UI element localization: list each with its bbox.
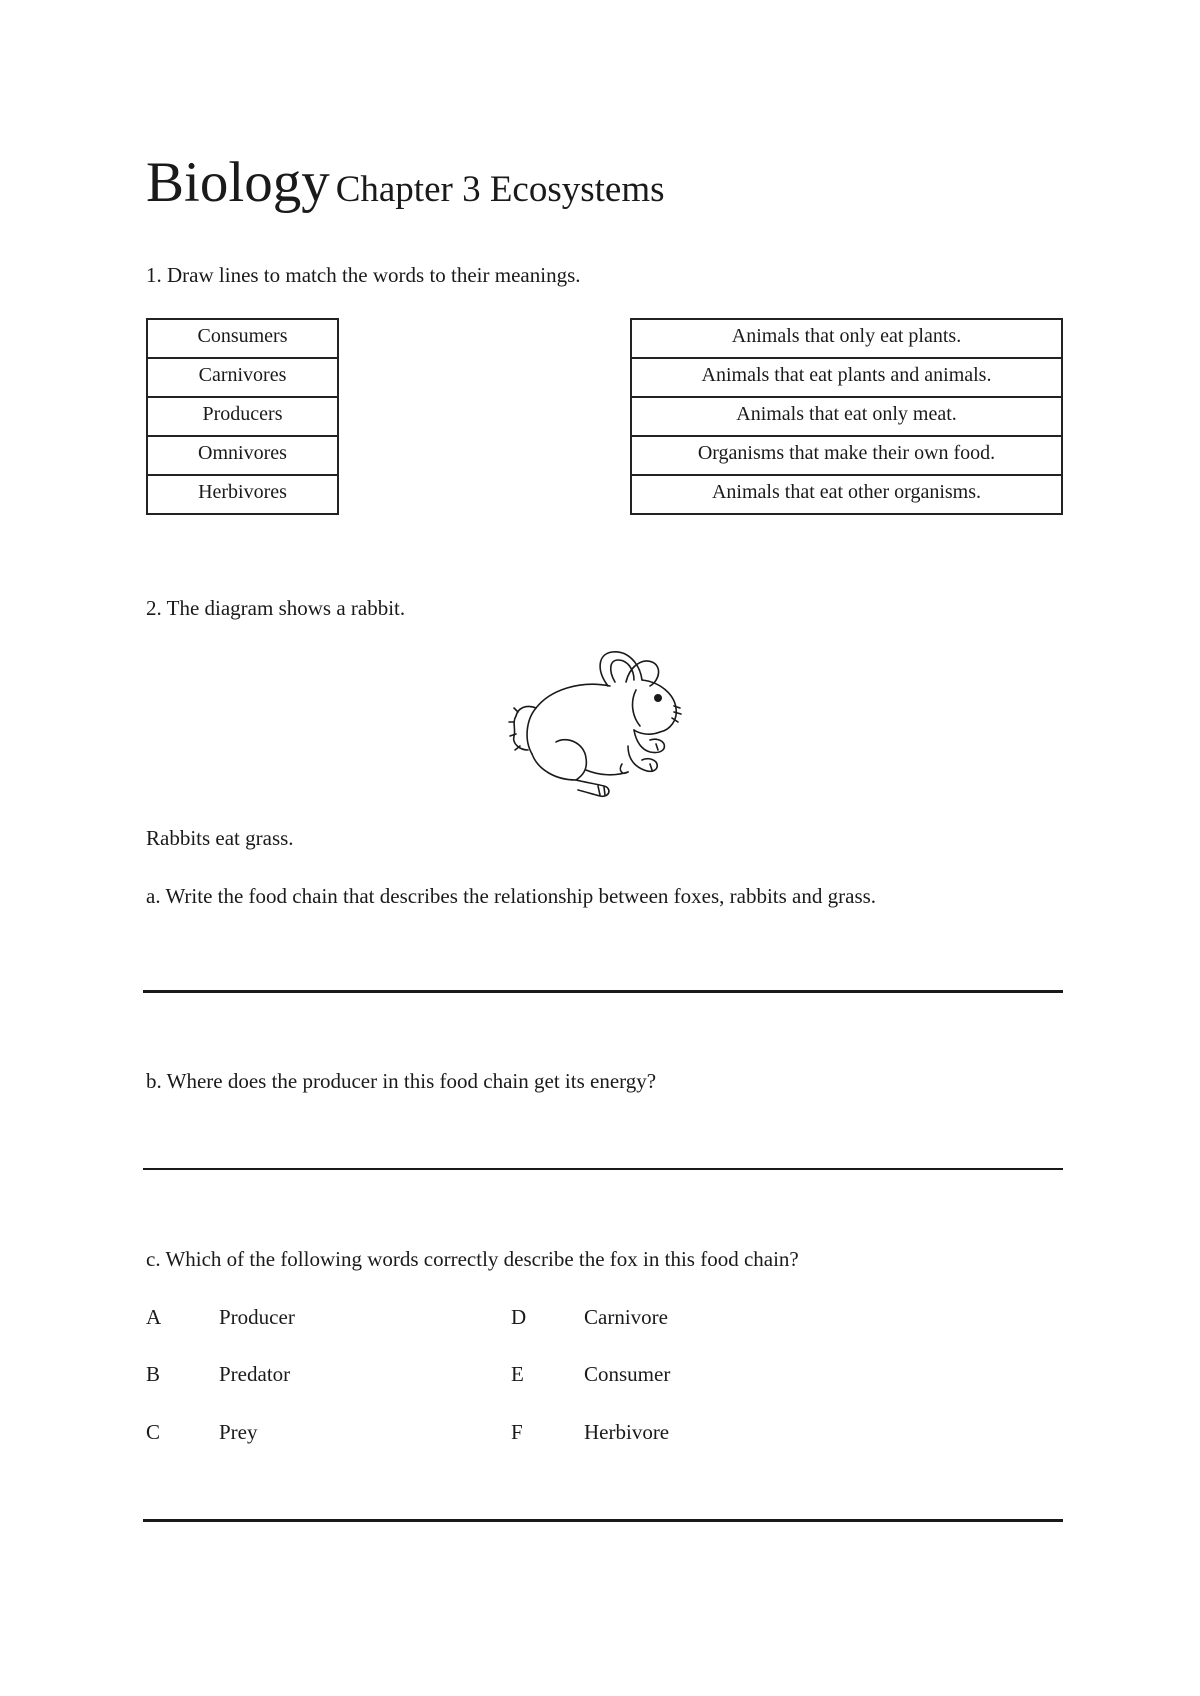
word-cell[interactable]: Producers <box>147 397 338 436</box>
rabbits-eat-grass-text: Rabbits eat grass. <box>146 826 294 850</box>
meaning-cell[interactable]: Animals that eat only meat. <box>631 397 1062 436</box>
chapter-title: Chapter 3 Ecosystems <box>335 169 665 210</box>
option-text: Predator <box>219 1362 291 1386</box>
option-text: Carnivore <box>584 1305 668 1329</box>
answer-line-b[interactable] <box>143 1168 1063 1170</box>
answer-line-a[interactable] <box>143 990 1063 993</box>
option-letter: C <box>146 1420 161 1444</box>
table-row <box>631 358 1062 397</box>
meanings-table <box>630 318 1063 515</box>
option-letter: E <box>511 1362 524 1386</box>
option-letter: B <box>146 1362 161 1386</box>
table-row <box>147 358 338 397</box>
option-letter: D <box>511 1305 527 1329</box>
meaning-cell[interactable]: Animals that only eat plants. <box>631 319 1062 358</box>
answer-line-c[interactable] <box>143 1519 1063 1522</box>
subject-title: Biology <box>146 151 330 214</box>
table-row <box>631 319 1062 358</box>
word-cell[interactable]: Consumers <box>147 319 338 358</box>
page-title <box>146 150 665 215</box>
option-text: Consumer <box>584 1362 671 1386</box>
option-letter: F <box>511 1420 523 1444</box>
option-text: Herbivore <box>584 1420 670 1444</box>
question-1-prompt: 1. Draw lines to match the words to their meanings. <box>146 263 581 287</box>
meaning-cell[interactable]: Animals that eat other organisms. <box>631 475 1062 514</box>
table-row <box>631 397 1062 436</box>
meaning-cell[interactable]: Animals that eat plants and animals. <box>631 358 1062 397</box>
word-cell[interactable]: Herbivores <box>147 475 338 514</box>
table-row <box>147 319 338 358</box>
option-text: Prey <box>219 1420 258 1444</box>
option-text: Producer <box>219 1305 295 1329</box>
question-2a-prompt: a. Write the food chain that describes the relationship between foxes, rabbits and grass. <box>146 884 877 908</box>
question-2c-prompt: c. Which of the following words correctly describe the fox in this food chain? <box>146 1247 799 1271</box>
table-row <box>147 397 338 436</box>
words-table <box>146 318 339 515</box>
meaning-cell[interactable]: Organisms that make their own food. <box>631 436 1062 475</box>
table-row <box>631 436 1062 475</box>
question-2b-prompt: b. Where does the producer in this food chain get its energy? <box>146 1069 657 1093</box>
table-row <box>147 436 338 475</box>
word-cell[interactable]: Omnivores <box>147 436 338 475</box>
table-row <box>147 475 338 514</box>
option-letter: A <box>146 1305 162 1329</box>
question-2-prompt: 2. The diagram shows a rabbit. <box>146 596 406 620</box>
rabbit-icon <box>500 646 710 806</box>
word-cell[interactable]: Carnivores <box>147 358 338 397</box>
table-row <box>631 475 1062 514</box>
